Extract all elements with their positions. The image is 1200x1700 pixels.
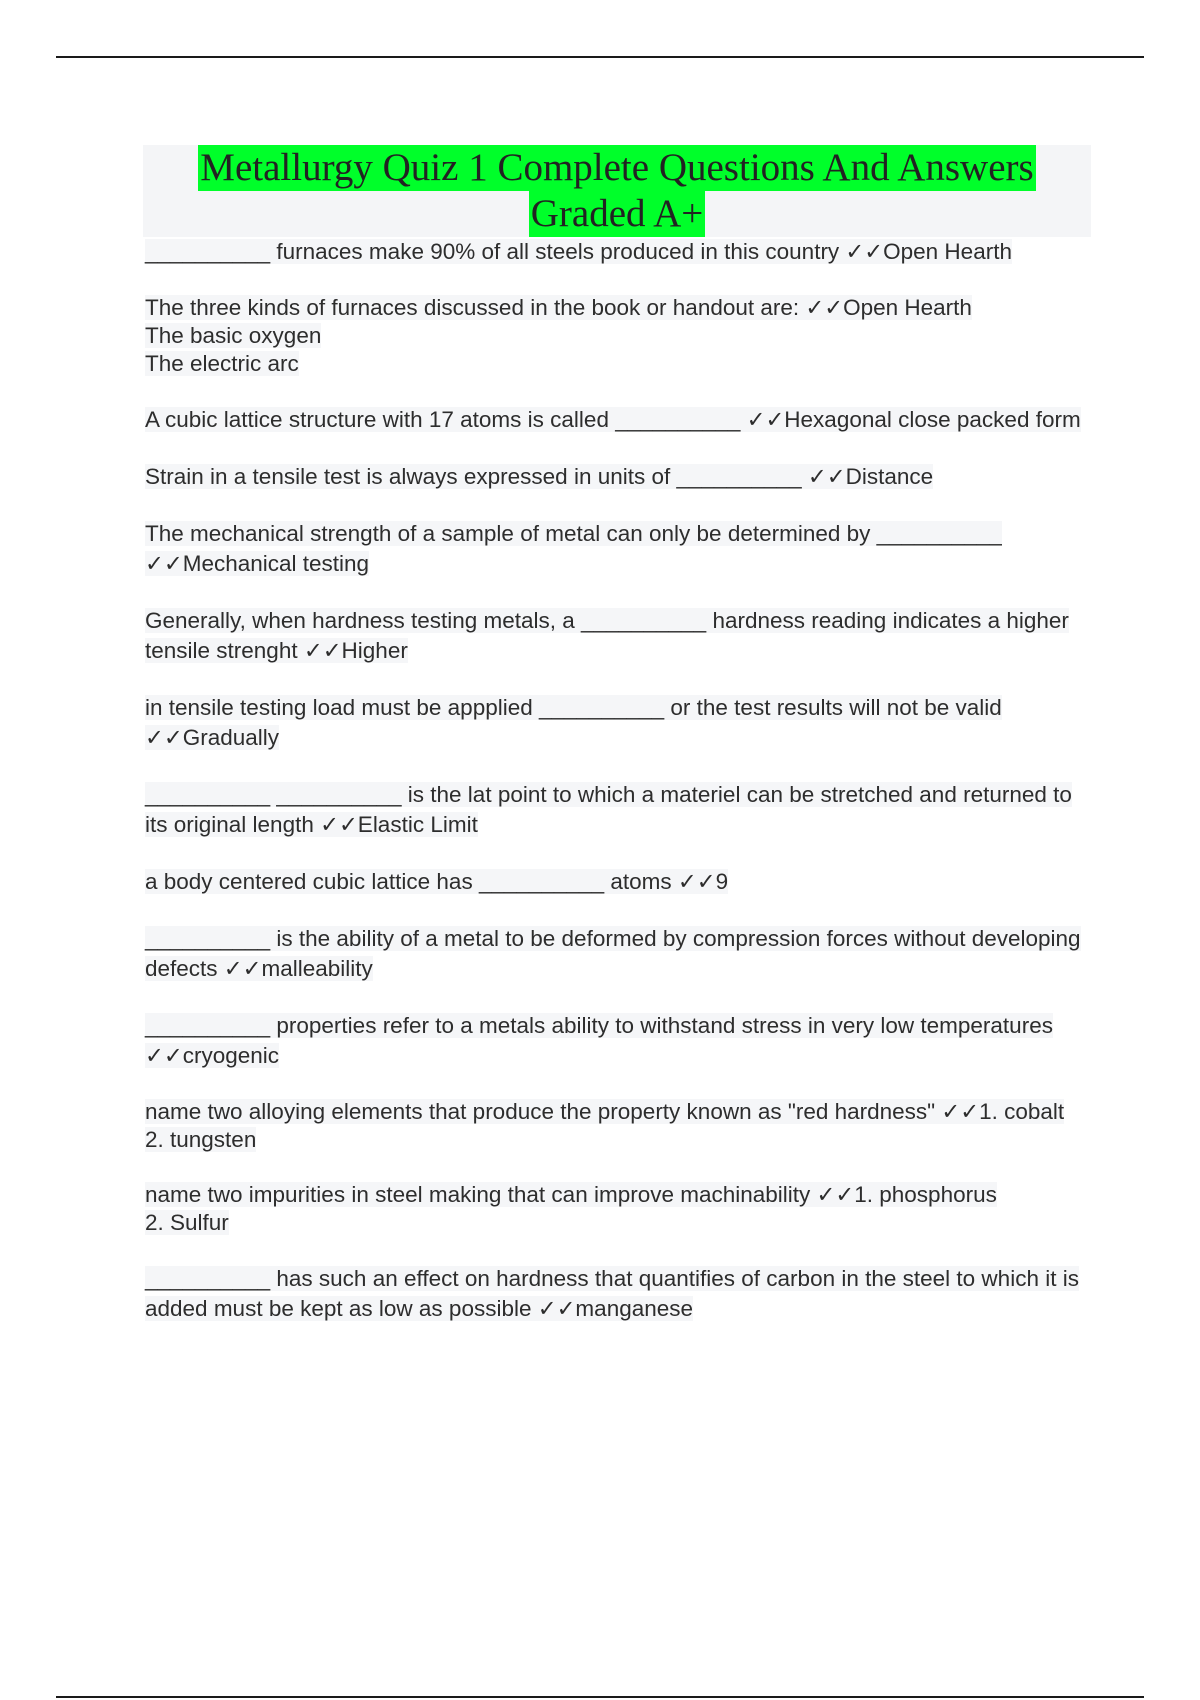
qa-item: Generally, when hardness testing metals, a __________ hardness reading indicates a higher tensile strenght ✓✓Higher xyxy=(145,608,1069,663)
qa-item: __________ furnaces make 90% of all steels produced in this country ✓✓Open Hearth xyxy=(145,239,1012,264)
qa-item: in tensile testing load must be appplied __________ or the test results will not be valid ✓✓Gradually xyxy=(145,695,1002,750)
qa-item: a body centered cubic lattice has __________ atoms ✓✓9 xyxy=(145,869,729,894)
qa-list xyxy=(145,237,1085,1351)
qa-item: The three kinds of furnaces discussed in the book or handout are: ✓✓Open Hearth The basic oxygen The electric arc xyxy=(145,295,972,376)
title-line-1: Metallurgy Quiz 1 Complete Questions And Answers xyxy=(200,146,1034,189)
page-top-rule xyxy=(56,56,1144,58)
qa-item: name two alloying elements that produce the property known as "red hardness" ✓✓1. cobalt 2. tungsten xyxy=(145,1099,1065,1152)
page-bottom-rule xyxy=(56,1696,1144,1698)
qa-item: __________ is the ability of a metal to be deformed by compression forces without developing defects ✓✓malleability xyxy=(145,926,1081,981)
qa-item: __________ has such an effect on hardness that quantifies of carbon in the steel to which it is added must be kept as low as possible ✓✓manganese xyxy=(145,1266,1079,1321)
qa-item: Strain in a tensile test is always expressed in units of __________ ✓✓Distance xyxy=(145,464,934,489)
title-line-2: Graded A+ xyxy=(530,192,704,235)
qa-item: A cubic lattice structure with 17 atoms is called __________ ✓✓Hexagonal close packed form xyxy=(145,407,1081,432)
qa-item: The mechanical strength of a sample of metal can only be determined by __________ ✓✓Mechanical testing xyxy=(145,521,1002,576)
qa-item: __________ properties refer to a metals ability to withstand stress in very low temperatures ✓✓cryogenic xyxy=(145,1013,1053,1068)
qa-item: name two impurities in steel making that can improve machinability ✓✓1. phosphorus 2. Sulfur xyxy=(145,1182,997,1235)
document-title xyxy=(143,145,1091,237)
qa-item: __________ __________ is the lat point to which a materiel can be stretched and returned to its original length ✓✓Elastic Limit xyxy=(145,782,1072,837)
